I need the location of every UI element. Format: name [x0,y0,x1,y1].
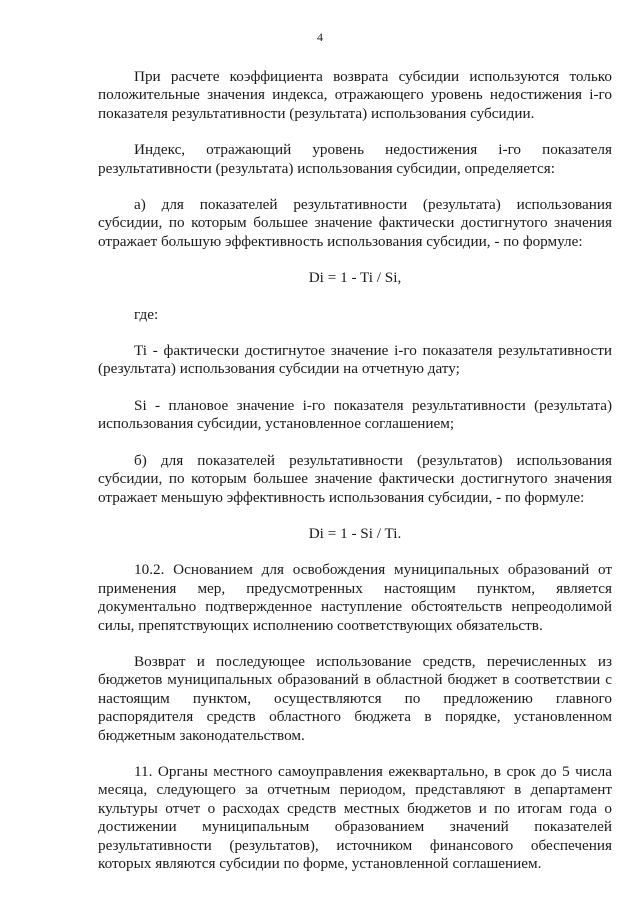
formula-case-b: Di = 1 - Si / Ti. [308,524,402,542]
paragraph-positive-index: При расчете коэффициента возврата субсидии используются только положительные значения индекса, отражающего уровень недостижения i-го показателя результативности (результата) использования субсидии. [98,68,612,122]
page-number: 4 [317,30,323,44]
paragraph-11: 11. Органы местного самоуправления ежеквартально, в срок до 5 числа месяца, следующего за отчетным периодом, представляют в департамент культуры отчет о расходах средств местных бюджетов и по итогам года о достижении муниципальным образованием значений показателей результативности (результатов), источником финансового обеспечения которых являются субсидии по форме, установленной соглашением. [98,762,612,872]
paragraph-10-2: 10.2. Основанием для освобождения муниципальных образований от применения мер, предусмотренных настоящим пунктом, является документально подтвержденное наступление обстоятельств непреодолимой силы, препятствующих исполнению соответствующих обязательств. [98,561,612,634]
paragraph-ti-definition: Ti - фактически достигнутое значение i-го показателя результативности (результата) использования субсидии на отчетную дату; [98,342,612,378]
document-body [98,68,612,891]
paragraph-case-b: б) для показателей результативности (результатов) использования субсидии, по которым большее значение фактически достигнутого значения отражает меньшую эффективность использования субсидии, - по формуле: [98,451,612,506]
paragraph-si-definition: Si - плановое значение i-го показателя результативности (результата) использования субсидии, установленное соглашением; [98,396,612,433]
paragraph-index-definition: Индекс, отражающий уровень недостижения i-го показателя результативности (результата) использования субсидии, определяется: [98,141,612,177]
formula-case-a: Di = 1 - Ti / Si, [308,269,402,287]
where-label: где: [134,305,159,323]
paragraph-refund: Возврат и последующее использование средств, перечисленных из бюджетов муниципальных образований в областной бюджет в соответствии с настоящим пунктом, осуществляются по предложению главного распорядителя средств областного бюджета в порядке, установленном бюджетным законодательством. [98,652,612,744]
paragraph-case-a: а) для показателей результативности (результата) использования субсидии, по которым большее значение фактически достигнутого значения отражает большую эффективность использования субсидии, - по формуле: [98,196,612,250]
